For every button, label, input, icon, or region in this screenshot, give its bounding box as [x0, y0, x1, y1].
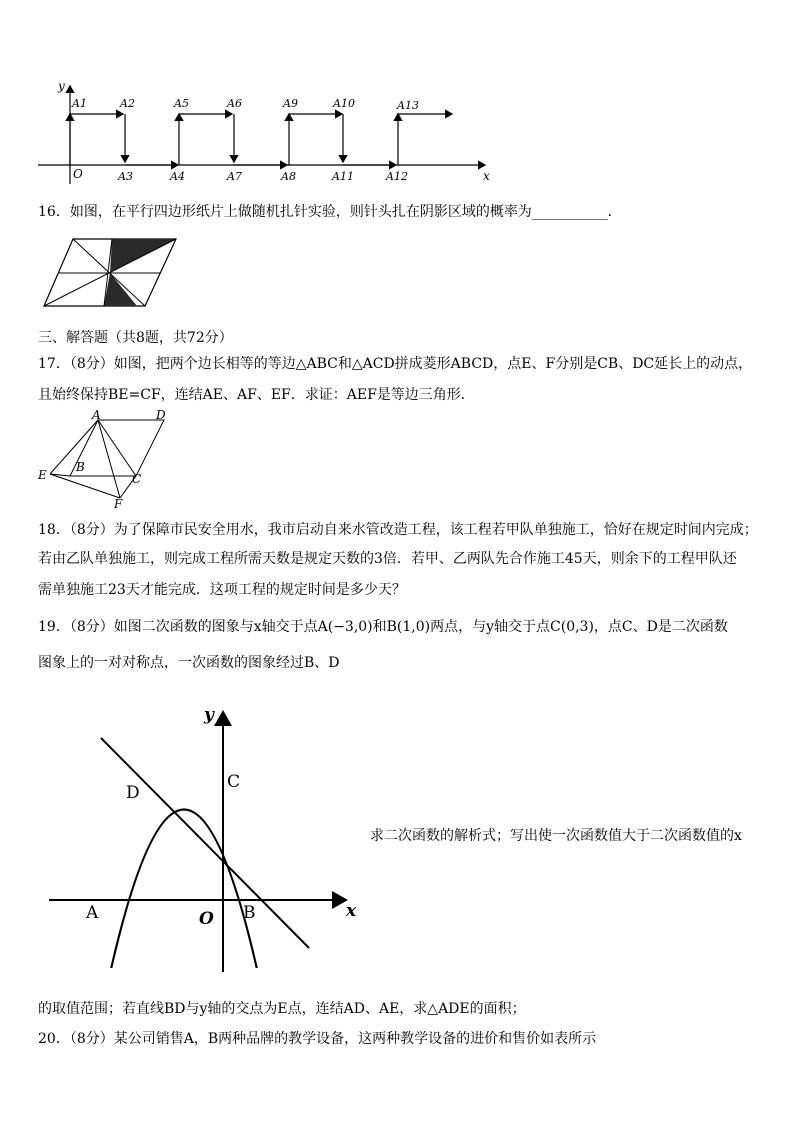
point-f-label: F — [114, 497, 123, 511]
q16-question: 16．如图，在平行四边形纸片上做随机扎针实验，则针头扎在阴影区域的概率为 — [38, 204, 532, 220]
label-a9: A9 — [283, 97, 298, 110]
q19-line-2: 图象上的一对对称点，一次函数的图象经过B、D — [38, 655, 340, 671]
q18-line-2: 若由乙队单独施工，则完成工程所需天数是规定天数的3倍．若甲、乙两队先合作施工45天，则余下的工程甲队还 — [38, 551, 737, 567]
q16-end: ． — [607, 204, 622, 220]
parabola-origin-label: O — [199, 909, 214, 929]
label-a12: A12 — [386, 170, 408, 183]
point-c-label: C — [132, 472, 142, 486]
y-axis-label: y — [58, 79, 65, 93]
q20-line-1: 20．（8分）某公司销售A，B两种品牌的教学设备，这两种教学设备的进价和售价如表所示 — [38, 1031, 597, 1047]
label-a5: A5 — [174, 97, 189, 110]
label-a13: A13 — [397, 99, 419, 112]
label-a6: A6 — [227, 97, 242, 110]
parabola-point-b: B — [243, 903, 256, 923]
point-e-label: E — [38, 468, 47, 482]
q19-line-3: 的取值范围；若直线BD与y轴的交点为E点，连结AD、AE，求△ADE的面积； — [38, 1001, 526, 1017]
q19-line-1: 19．（8分）如图二次函数的图象与x轴交于点A(−3,0)和B(1,0)两点，与y轴交于点C(0,3)，点C、D是二次函数 — [38, 619, 728, 635]
label-a2: A2 — [120, 97, 135, 110]
arrow-path-figure — [30, 74, 500, 186]
parabola-point-c: C — [227, 772, 241, 792]
point-d-label: D — [156, 408, 166, 422]
label-a7: A7 — [227, 170, 242, 183]
parabola-x-label: x — [346, 901, 357, 921]
q16-text — [38, 203, 622, 221]
parabola-curve — [98, 810, 270, 977]
label-a11: A11 — [332, 170, 354, 183]
section-3-title: 三、解答题（共8题，共72分） — [38, 330, 233, 346]
point-b-label: B — [76, 460, 85, 474]
parabola-figure — [46, 700, 366, 976]
parabola-y-label: y — [204, 705, 214, 725]
parallelogram-figure — [42, 237, 182, 309]
parabola-point-d: D — [126, 783, 140, 803]
q18-line-1: 18．（8分）为了保障市民安全用水，我市启动自来水管改造工程，该工程若甲队单独施工，恰好在规定时间内完成； — [38, 522, 758, 538]
q17-line-1: 17．（8分）如图，把两个边长相等的等边△ABC和△ACD拼成菱形ABCD，点E、F分别是CB、DC延长上的动点， — [38, 356, 753, 372]
parabola-point-a: A — [86, 903, 99, 923]
label-a1: A1 — [72, 97, 87, 110]
q18-line-3: 需单独施工23天才能完成．这项工程的规定时间是多少天？ — [38, 582, 406, 598]
q17-line-2: 且始终保持BE=CF，连结AE、AF、EF．求证：AEF是等边三角形． — [38, 387, 475, 403]
label-a3: A3 — [118, 170, 133, 183]
label-a4: A4 — [170, 170, 185, 183]
point-a-label: A — [92, 408, 101, 422]
rhombus-figure — [36, 408, 172, 512]
q19-side-text: 求二次函数的解析式；写出使一次函数值大于二次函数值的x — [370, 828, 742, 844]
label-a10: A10 — [333, 97, 355, 110]
label-a8: A8 — [281, 170, 296, 183]
origin-label: O — [73, 167, 83, 181]
q16-answer-blank: _________ — [531, 204, 608, 220]
x-axis-label: x — [483, 169, 490, 183]
